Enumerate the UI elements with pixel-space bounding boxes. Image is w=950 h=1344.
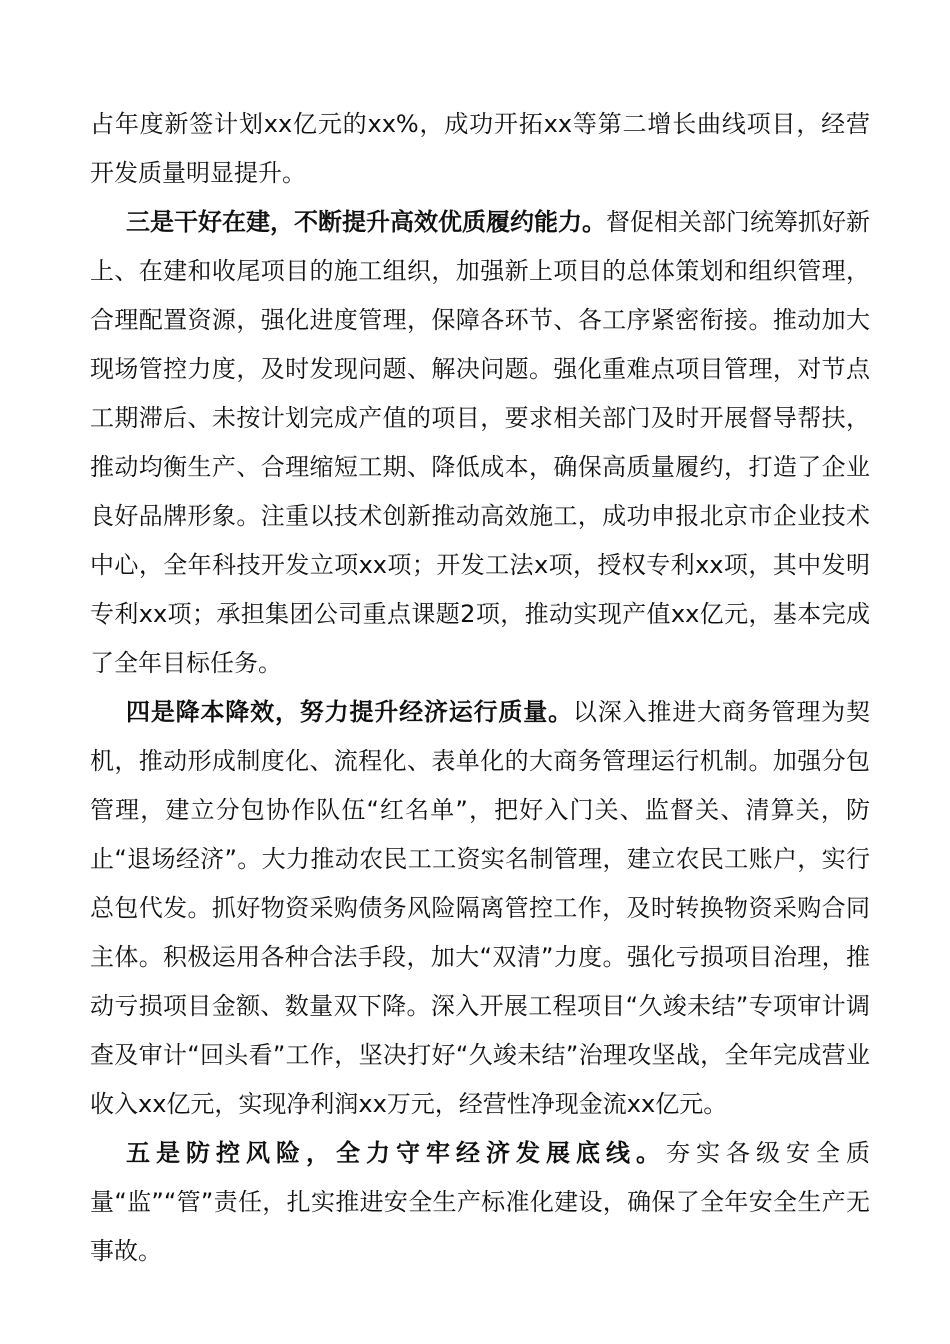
- paragraph-lead-heading: 四是降本降效，努力提升经济运行质量。: [126, 698, 573, 726]
- paragraph-text: 以深入推进大商务管理为契机，推动形成制度化、流程化、表单化的大商务管理运行机制。加强分包管理，建立分包协作队伍“红名单”，把好入门关、监督关、清算关，防止“退场经济”。大力推动农民工工资实名制管理，建立农民工账户，实行总包代发。抓好物资采购债务风险隔离管控工作，及时转换物资采购合同主体。积极运用各种合法手段，加大“双清”力度。强化亏损项目治理，推动亏损项目金额、数量双下降。深入开展工程项目“久竣未结”专项审计调查及审计“回头看”工作，坚决打好“久竣未结”治理攻坚战，全年完成营业收入xx亿元，实现净利润xx万元，经营性净现金流xx亿元。: [90, 698, 871, 1118]
- paragraph-lead-heading: 三是干好在建，不断提升高效优质履约能力。: [126, 208, 606, 236]
- paragraph-item-five: [90, 1129, 870, 1276]
- paragraph-continuation: [90, 100, 870, 198]
- paragraph-item-four: [90, 688, 870, 1129]
- paragraph-text: 督促相关部门统筹抓好新上、在建和收尾项目的施工组织，加强新上项目的总体策划和组织管理，合理配置资源，强化进度管理，保障各环节、各工序紧密衔接。推动加大现场管控力度，及时发现问题、解决问题。强化重难点项目管理，对节点工期滞后、未按计划完成产值的项目，要求相关部门及时开展督导帮扶，推动均衡生产、合理缩短工期、降低成本，确保高质量履约，打造了企业良好品牌形象。注重以技术创新推动高效施工，成功申报北京市企业技术中心，全年科技开发立项xx项；开发工法x项，授权专利xx项，其中发明专利xx项；承担集团公司重点课题2项，推动实现产值xx亿元，基本完成了全年目标任务。: [90, 208, 870, 677]
- paragraph-text: 夯实各级安全质量“监”“管”责任，扎实推进安全生产标准化建设，确保了全年安全生产无事故。: [90, 1139, 870, 1265]
- paragraph-text: 占年度新签计划xx亿元的xx%，成功开拓xx等第二增长曲线项目，经营开发质量明显提升。: [90, 110, 870, 187]
- paragraph-item-three: [90, 198, 870, 688]
- paragraph-lead-heading: 五是防控风险，全力守牢经济发展底线。: [126, 1139, 666, 1167]
- document-body: [90, 100, 870, 1276]
